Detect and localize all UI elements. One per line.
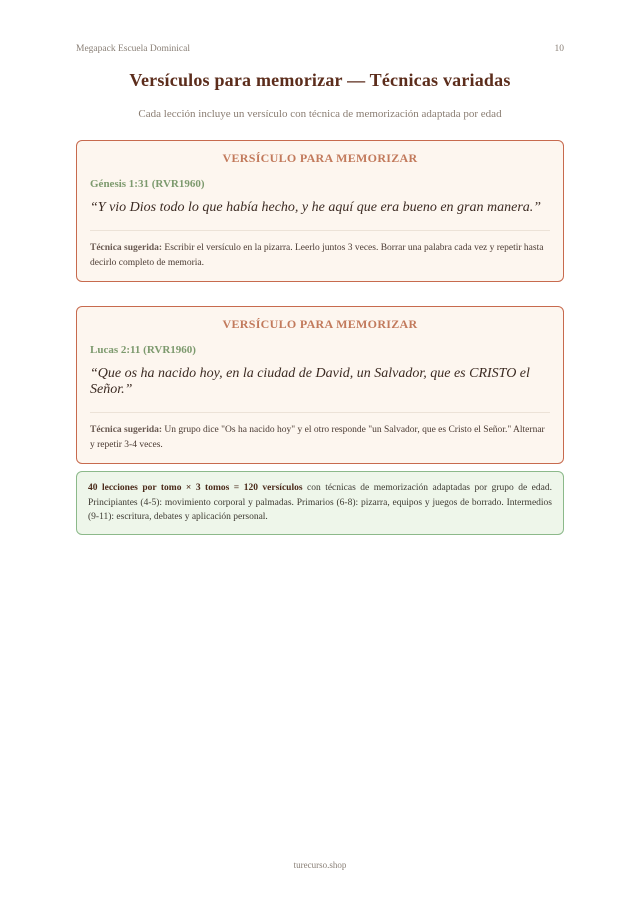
summary-highlight: 40 lecciones por tomo × 3 tomos = 120 versículos [88, 483, 303, 493]
page-number: 10 [554, 44, 564, 54]
page-subtitle: Cada lección incluye un versículo con técnica de memorización adaptada por edad [138, 108, 502, 120]
technique-text [90, 241, 550, 271]
verse-quote: “Que os ha nacido hoy, en la ciudad de David, un Salvador, que es CRISTO el Señor.” [90, 366, 530, 397]
verse-quote: “Y vio Dios todo lo que había hecho, y he aquí que era bueno en gran manera.” [90, 200, 542, 215]
verse-reference: Génesis 1:31 (RVR1960) [90, 178, 205, 190]
technique-text [90, 423, 550, 453]
summary-box [76, 471, 564, 535]
page-footer: turecurso.shop [293, 860, 347, 870]
technique-body: Un grupo dice "Os ha nacido hoy" y el otro responde "un Salvador, que es Cristo el Señor." Alternar y repetir 3-4 veces. [90, 425, 545, 450]
verse-card-1 [76, 140, 564, 282]
verse-card-2 [76, 306, 564, 464]
running-header [76, 44, 564, 54]
card-divider [90, 412, 550, 413]
card-divider [90, 230, 550, 231]
technique-body: Escribir el versículo en la pizarra. Leerlo juntos 3 veces. Borrar una palabra cada vez y repetir hasta decirlo completo de memoria. [90, 243, 544, 268]
card-heading: VERSÍCULO PARA MEMORIZAR [222, 317, 418, 331]
verse-reference: Lucas 2:11 (RVR1960) [90, 344, 196, 356]
page-title: Versículos para memorizar — Técnicas variadas [129, 70, 511, 90]
card-heading: VERSÍCULO PARA MEMORIZAR [222, 151, 418, 165]
summary-text: con técnicas de memorización adaptadas por grupo de edad. Principiantes (4-5): movimiento corporal y palmadas. Primarios (6-8): pizarra, equipos y juegos de borrado. Intermedios (9-11): escritura, debates y aplicación personal. [88, 483, 552, 522]
header-title: Megapack Escuela Dominical [76, 44, 190, 54]
technique-label: Técnica sugerida: [90, 425, 163, 435]
technique-label: Técnica sugerida: [90, 243, 163, 253]
